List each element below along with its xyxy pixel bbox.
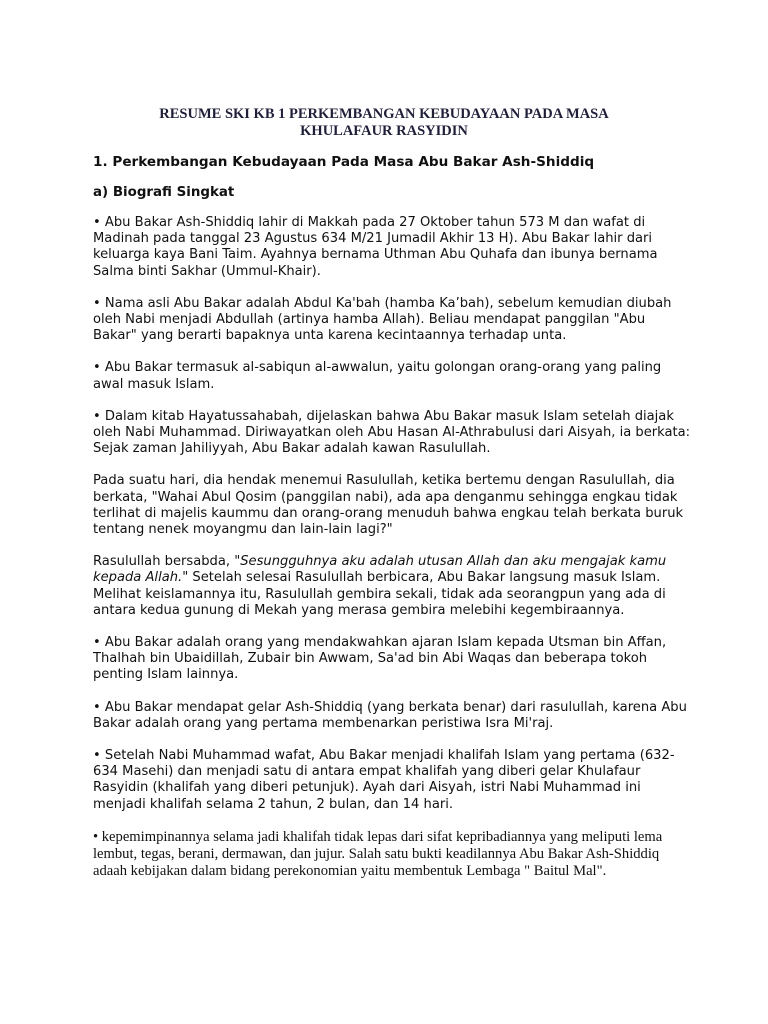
document-title-line-1: RESUME SKI KB 1 PERKEMBANGAN KEBUDAYAAN PADA MASA [159,106,609,122]
paragraph-khalifah: • Setelah Nabi Muhammad wafat, Abu Bakar menjadi khalifah Islam yang pertama (632-634 Masehi) dan menjadi satu di antara empat khalifah yang diberi gelar Khulafaur Rasyidin (khalifah yang diberi petunjuk). Ayah dari Aisyah, istri Nabi Muhammad ini menjadi khalifah selama 2 tahun, 2 bulan, dan 14 hari. [93,748,675,812]
paragraph-name: • Nama asli Abu Bakar adalah Abdul Ka'bah (hamba Ka’bah), sebelum kemudian diubah oleh Nabi menjadi Abdullah (artinya hamba Allah). Beliau mendapat panggilan "Abu Bakar" yang berarti bapaknya unta karena kecintaannya terhadap unta. [93,295,672,344]
document-body [93,154,693,880]
rasul-text-before: Rasulullah bersabda, [93,554,235,570]
paragraph-dakwah: • Abu Bakar adalah orang yang mendakwahkan ajaran Islam kepada Utsman bin Affan, Thalhah bin Ubaidillah, Zubair bin Awwam, Sa'ad bin Abi Waqas dan beberapa tokoh penting Islam lainnya. [93,635,667,683]
paragraph-suatu-hari: Pada suatu hari, dia hendak menemui Rasulullah, ketika bertemu dengan Rasulullah, dia berkata, "Wahai Abul Qosim (panggilan nabi), ada apa denganmu sehingga engkau tidak terlihat di majelis kaummu dan orang-orang menuduh bahwa engkau telah berkata buruk tentang nenek moyangmu dan lain-lain lagi?" [93,473,684,538]
paragraph-gelar: • Abu Bakar mendapat gelar Ash-Shiddiq (yang berkata benar) dari rasulullah, karena Abu Bakar adalah orang yang pertama membenarkan peristiwa Isra Mi'raj. [93,699,687,731]
section-heading: 1. Perkembangan Kebudayaan Pada Masa Abu Bakar Ash-Shiddiq [93,154,595,170]
paragraph-birth: • Abu Bakar Ash-Shiddiq lahir di Makkah pada 27 Oktober tahun 573 M dan wafat di Madinah pada tanggal 23 Agustus 634 M/21 Jumadil Akhir 13 H). Abu Bakar lahir dari keluarga kaya Bani Taim. Ayahnya bernama Uthman Abu Quhafa dan ibunya bernama Salma binti Sakhar (Ummul-Khair). [93,215,658,279]
paragraph-sabiqun: • Abu Bakar termasuk al-sabiqun al-awwalun, yaitu golongan orang-orang yang paling awal masuk Islam. [93,360,662,392]
document-title [120,106,648,140]
paragraph-rasulullah-bersabda [93,554,693,619]
paragraph-kepemimpinan: • kepemimpinannya selama jadi khalifah tidak lepas dari sifat kepribadiannya yang meliputi lema lembut, tegas, berani, dermawan, dan jujur. Salah satu bukti keadilannya Abu Bakar Ash-Shiddiq adaah kebijakan dalam bidang perekonomian yaitu membentuk Lembaga " Baitul Mal". [93,828,663,879]
subheading-biografi: a) Biografi Singkat [93,185,235,200]
document-title-line-2: KHULAFAUR RASYIDIN [300,123,468,139]
paragraph-hayatussahabah: • Dalam kitab Hayatussahabah, dijelaskan bahwa Abu Bakar masuk Islam setelah diajak oleh Nabi Muhammad. Diriwayatkan oleh Abu Hasan Al-Athrabulusi dari Aisyah, ia berkata: Sejak zaman Jahiliyyah, Abu Bakar adalah kawan Rasulullah. [93,408,691,457]
rasul-quote: "Sesungguhnya aku adalah utusan Allah dan aku mengajak kamu kepada Allah." [93,554,667,586]
rasul-text-after: Setelah selesai Rasulullah berbicara, Abu Bakar langsung masuk Islam. Melihat keislamannya itu, Rasulullah gembira sekali, tidak ada seorangpun yang ada di antara kedua gunung di Mekah yang merasa gembira melebihi kegembiraannya. [93,570,666,618]
